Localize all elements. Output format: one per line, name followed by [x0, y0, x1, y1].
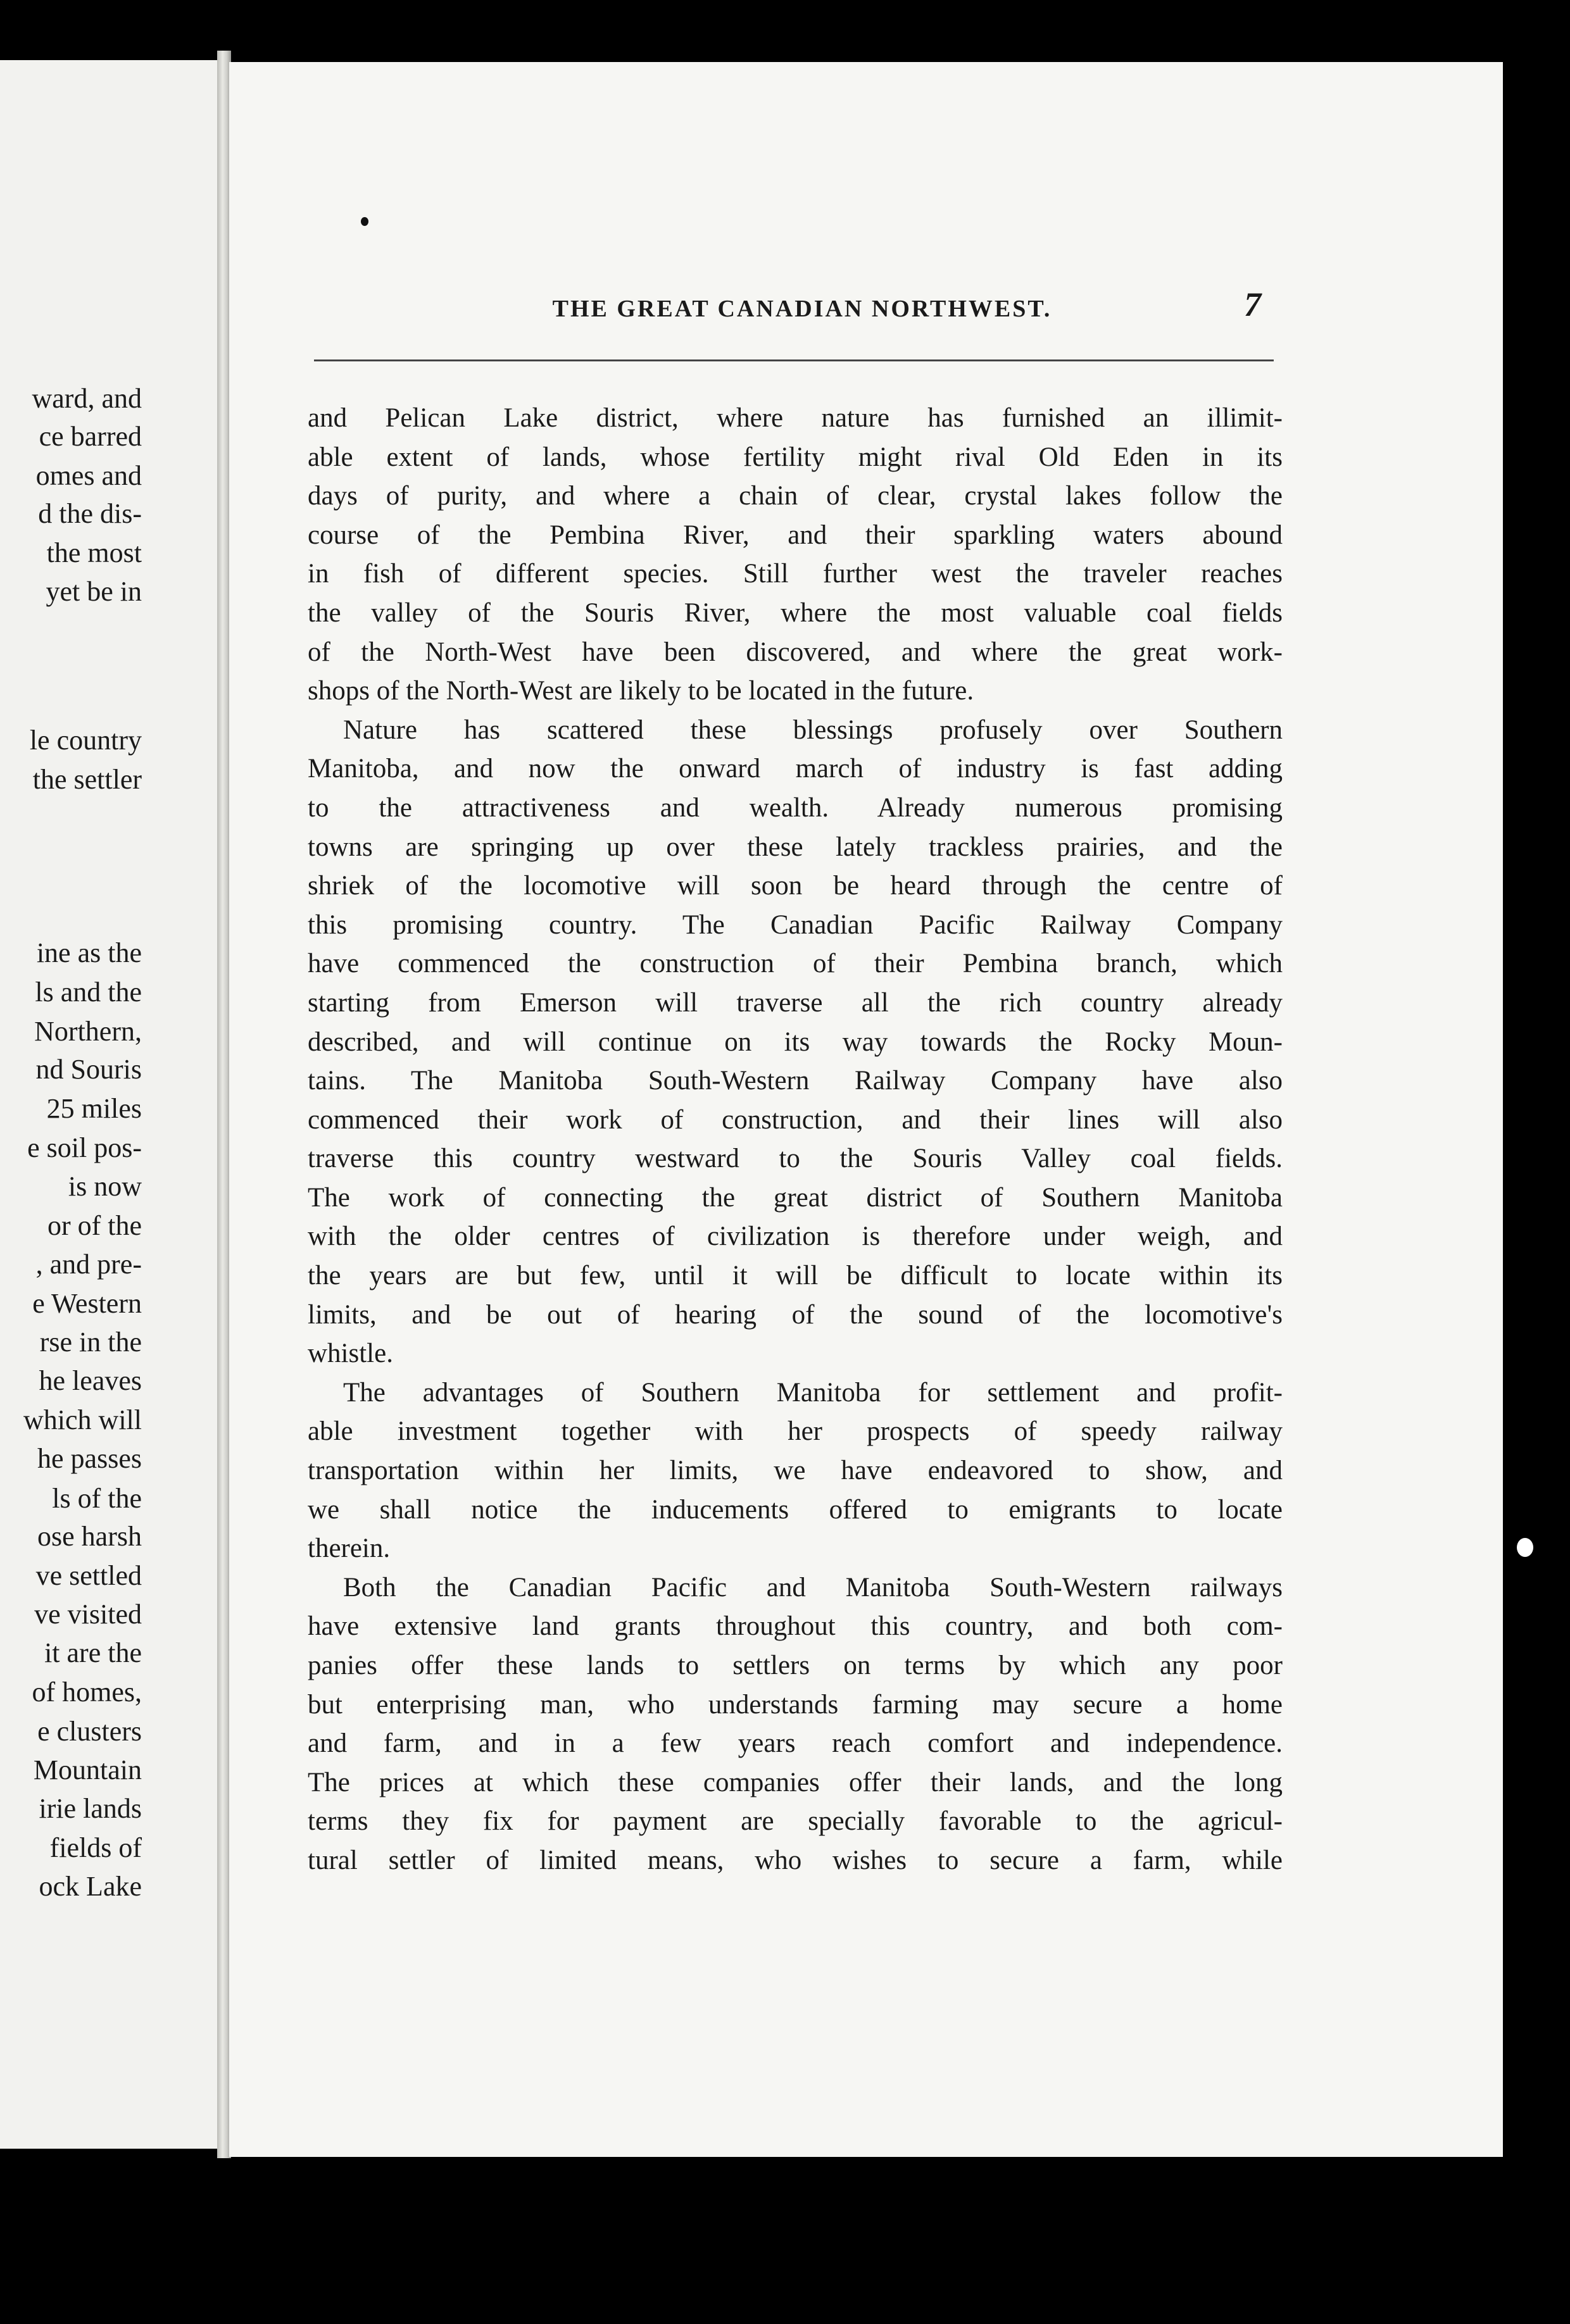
- text-line: this promising country. The Canadian Pacific Railway Company: [308, 909, 1283, 940]
- left-text-fragment: 25 miles: [46, 1093, 142, 1124]
- text-line: shops of the North-West are likely to be located in the future.: [308, 676, 974, 706]
- left-text-fragment: rse in the: [39, 1327, 142, 1358]
- right-page: [229, 62, 1503, 2157]
- text-line: have extensive land grants throughout this country, and both com-: [308, 1611, 1283, 1642]
- text-line: to the attractiveness and wealth. Already numerous promising: [308, 792, 1283, 823]
- text-line: tural settler of limited means, who wishes to secure a farm, while: [308, 1845, 1283, 1875]
- left-text-fragment: ward, and: [32, 383, 142, 414]
- header-rule: [314, 359, 1274, 361]
- left-text-fragment: he leaves: [39, 1365, 142, 1396]
- text-line: and farm, and in a few years reach comfort and independence.: [308, 1728, 1283, 1759]
- text-line: Both the Canadian Pacific and Manitoba South-Western railways: [343, 1572, 1283, 1602]
- left-text-fragment: ls of the: [52, 1483, 142, 1514]
- text-line: with the older centres of civilization is therefore under weigh, and: [308, 1221, 1283, 1252]
- text-line: described, and will continue on its way towards the Rocky Moun-: [308, 1027, 1283, 1057]
- text-line: in fish of different species. Still further west the traveler reaches: [308, 559, 1283, 589]
- text-line: tains. The Manitoba South-Western Railway Company have also: [308, 1066, 1283, 1096]
- text-line: The prices at which these companies offer their lands, and the long: [308, 1767, 1283, 1797]
- text-line: the years are but few, until it will be difficult to locate within its: [308, 1261, 1283, 1291]
- text-line: traverse this country westward to the Souris Valley coal fields.: [308, 1144, 1283, 1174]
- left-text-fragment: ock Lake: [39, 1871, 142, 1902]
- left-text-fragment: ve settled: [35, 1560, 142, 1591]
- ink-blot: [361, 217, 368, 226]
- left-text-fragment: ose harsh: [37, 1521, 142, 1552]
- running-header-title: THE GREAT CANADIAN NORTHWEST.: [552, 296, 1052, 322]
- left-text-fragment: e Western: [32, 1288, 142, 1319]
- left-text-fragment: it are the: [44, 1637, 142, 1668]
- left-text-fragment: nd Souris: [35, 1054, 142, 1085]
- running-header: [229, 285, 1503, 339]
- page-number: 7: [1244, 285, 1261, 323]
- left-text-fragment: ce barred: [39, 421, 142, 452]
- left-text-fragment: the settler: [32, 764, 142, 795]
- left-text-fragment: omes and: [35, 460, 142, 491]
- text-line: able investment together with her prospects of speedy railway: [308, 1416, 1283, 1447]
- text-line: we shall notice the inducements offered to emigrants to locate: [308, 1494, 1283, 1525]
- left-text-fragment: Mountain: [33, 1754, 142, 1785]
- left-text-fragment: the most: [46, 537, 142, 568]
- left-text-fragment: irie lands: [39, 1793, 142, 1824]
- left-text-fragment: or of the: [47, 1210, 142, 1241]
- left-text-fragment: le country: [29, 725, 142, 756]
- left-text-fragment: ls and the: [35, 977, 142, 1008]
- text-line: limits, and be out of hearing of the sound of the locomotive's: [308, 1299, 1283, 1330]
- text-line: towns are springing up over these lately trackless prairies, and the: [308, 832, 1283, 862]
- left-text-fragment: ve visited: [34, 1599, 142, 1630]
- left-text-fragment: e clusters: [37, 1716, 142, 1747]
- text-line: therein.: [308, 1534, 391, 1564]
- left-text-fragment: which will: [23, 1404, 142, 1435]
- scan-speck: [1517, 1538, 1533, 1557]
- left-text-fragment: , and pre-: [35, 1249, 142, 1280]
- left-text-fragment: he passes: [37, 1443, 142, 1474]
- left-text-fragment: e soil pos-: [27, 1132, 142, 1163]
- text-line: The work of connecting the great district of Southern Manitoba: [308, 1182, 1283, 1213]
- text-line: starting from Emerson will traverse all the rich country already: [308, 987, 1283, 1018]
- text-line: have commenced the construction of their Pembina branch, which: [308, 949, 1283, 979]
- left-text-fragment: ine as the: [36, 937, 142, 968]
- left-text-fragment: fields of: [49, 1832, 142, 1863]
- left-text-fragment: is now: [68, 1171, 142, 1202]
- left-page-cropped: [0, 60, 222, 2149]
- left-text-fragment: d the dis-: [38, 498, 142, 529]
- text-line: commenced their work of construction, and their lines will also: [308, 1104, 1283, 1135]
- text-line: shriek of the locomotive will soon be heard through the centre of: [308, 871, 1283, 901]
- left-text-fragment: of homes,: [32, 1677, 142, 1708]
- text-line: but enterprising man, who understands farming may secure a home: [308, 1689, 1283, 1720]
- text-line: the valley of the Souris River, where the most valuable coal fields: [308, 597, 1283, 628]
- text-line: transportation within her limits, we have endeavored to show, and: [308, 1456, 1283, 1486]
- text-line: The advantages of Southern Manitoba for settlement and profit-: [343, 1377, 1283, 1408]
- text-line: and Pelican Lake district, where nature has furnished an illimit-: [308, 403, 1283, 433]
- text-line: days of purity, and where a chain of clear, crystal lakes follow the: [308, 481, 1283, 511]
- text-line: Nature has scattered these blessings profusely over Southern: [343, 715, 1283, 745]
- body-text: [308, 399, 1283, 1880]
- text-line: Manitoba, and now the onward march of industry is fast adding: [308, 754, 1283, 784]
- text-line: of the North-West have been discovered, and where the great work-: [308, 637, 1283, 667]
- text-line: terms they fix for payment are specially favorable to the agricul-: [308, 1806, 1283, 1837]
- text-line: panies offer these lands to settlers on terms by which any poor: [308, 1651, 1283, 1680]
- text-line: whistle.: [308, 1339, 393, 1369]
- text-line: able extent of lands, whose fertility might rival Old Eden in its: [308, 442, 1283, 472]
- left-text-fragment: Northern,: [34, 1016, 142, 1047]
- text-line: course of the Pembina River, and their sparkling waters abound: [308, 520, 1283, 550]
- left-text-fragment: yet be in: [46, 576, 142, 607]
